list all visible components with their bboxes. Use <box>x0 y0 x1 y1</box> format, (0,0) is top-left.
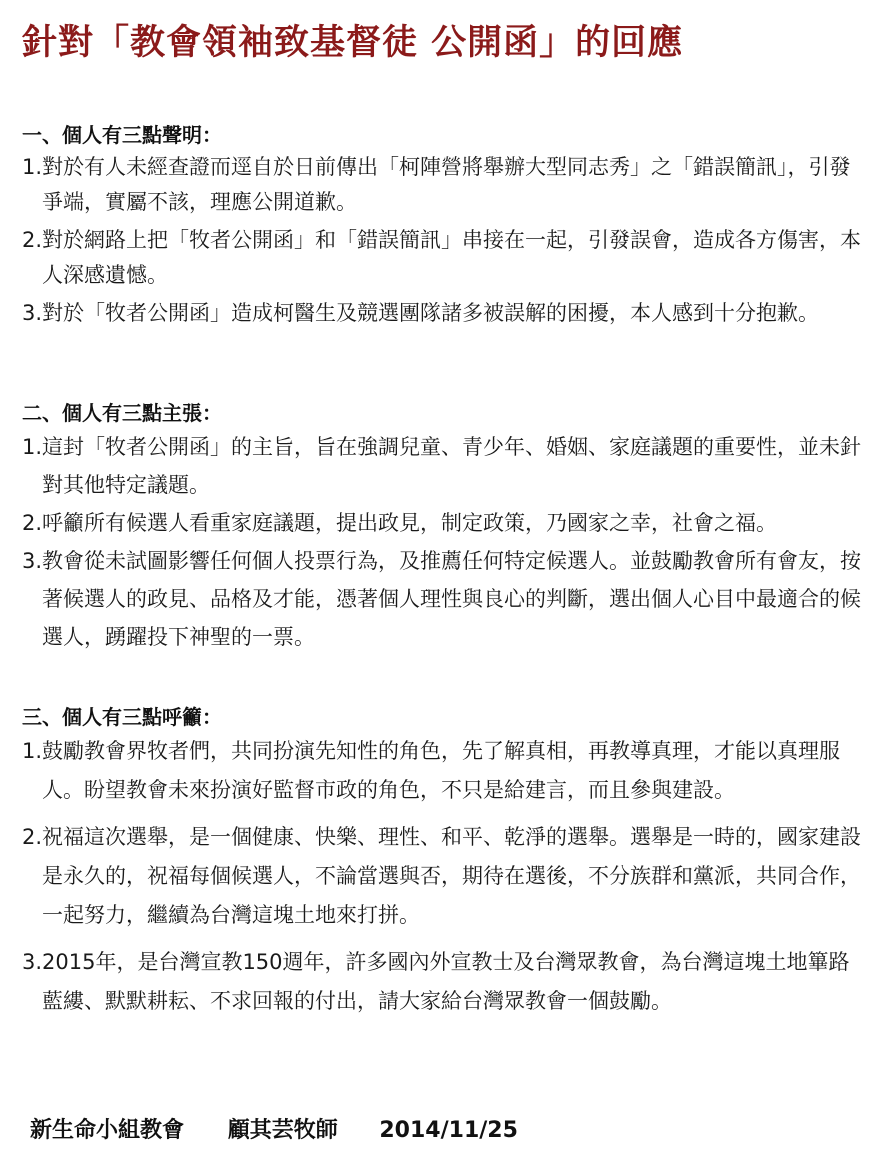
list-item <box>22 296 862 331</box>
section-positions <box>22 398 862 656</box>
item-number: 1. <box>22 155 43 179</box>
item-number: 2. <box>22 228 43 252</box>
item-text: 教會從未試圖影響任何個人投票行為，及推薦任何特定候選人。並鼓勵教會所有會友，按著候選人的政見、品格及才能，憑著個人理性與良心的判斷，選出個人心目中最適合的候選人，踴躍投下神聖的一票。 <box>42 549 861 649</box>
section-appeals <box>22 702 862 1021</box>
list-item <box>22 504 862 542</box>
section-heading: 三、個人有三點呼籲： <box>22 705 222 729</box>
list-item <box>22 150 862 220</box>
item-text: 對於「牧者公開函」造成柯醫生及競選團隊諸多被誤解的困擾，本人感到十分抱歉。 <box>42 301 819 325</box>
list-item <box>22 732 862 810</box>
item-text: 鼓勵教會界牧者們，共同扮演先知性的角色，先了解真相，再教導真理，才能以真理服人。盼望教會未來扮演好監督市政的角色，不只是給建言，而且參與建設。 <box>42 739 840 802</box>
page-title: 針對「教會領袖致基督徒 公開函」的回應 <box>22 22 684 63</box>
signature-pastor: 顧其芸牧師 <box>227 1118 338 1143</box>
item-number: 3. <box>22 950 43 974</box>
item-number: 3. <box>22 301 43 325</box>
item-number: 1. <box>22 739 43 763</box>
signature-line <box>30 1114 518 1148</box>
item-number: 2. <box>22 825 43 849</box>
item-text: 對於網路上把「牧者公開函」和「錯誤簡訊」串接在一起，引發誤會，造成各方傷害，本人深感遺憾。 <box>42 228 861 287</box>
list-item <box>22 818 862 935</box>
item-text: 對於有人未經查證而逕自於日前傳出「柯陣營將舉辦大型同志秀」之「錯誤簡訊」，引發爭端，實屬不該，理應公開道歉。 <box>42 155 851 214</box>
section-heading: 一、個人有三點聲明： <box>22 123 222 147</box>
signature-church: 新生命小組教會 <box>30 1118 185 1143</box>
signature-date: 2014/11/25 <box>379 1118 518 1143</box>
item-number: 1. <box>22 435 43 459</box>
item-text: 2015年，是台灣宣教150週年，許多國內外宣教士及台灣眾教會，為台灣這塊土地篳路藍縷、默默耕耘、不求回報的付出，請大家給台灣眾教會一個鼓勵。 <box>42 950 850 1013</box>
list-item <box>22 223 862 293</box>
item-text: 呼籲所有候選人看重家庭議題，提出政見，制定政策，乃國家之幸，社會之福。 <box>42 511 777 535</box>
section-statements <box>22 120 862 331</box>
section-heading: 二、個人有三點主張： <box>22 401 222 425</box>
item-text: 祝福這次選舉，是一個健康、快樂、理性、和平、乾淨的選舉。選舉是一時的，國家建設是永久的，祝福每個候選人，不論當選與否，期待在選後，不分族群和黨派，共同合作，一起努力，繼續為台灣這塊土地來打拼。 <box>42 825 861 927</box>
list-item <box>22 943 862 1021</box>
list-item <box>22 542 862 656</box>
item-number: 2. <box>22 511 43 535</box>
list-item <box>22 428 862 504</box>
item-text: 這封「牧者公開函」的主旨，旨在強調兒童、青少年、婚姻、家庭議題的重要性，並未針對其他特定議題。 <box>42 435 861 497</box>
item-number: 3. <box>22 549 43 573</box>
